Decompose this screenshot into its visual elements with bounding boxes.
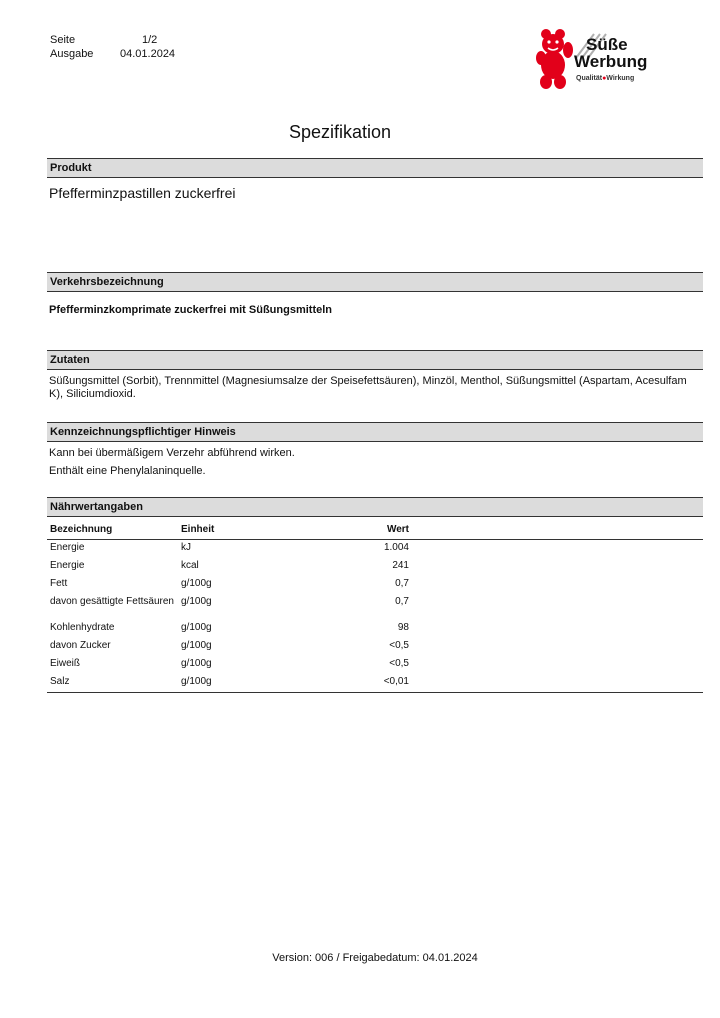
row-value: <0,01 [284,674,412,693]
hinweis-heading: Kennzeichnungspflichtiger Hinweis [47,422,703,442]
table-row [47,540,703,559]
page-title: Spezifikation [288,122,392,142]
section-verkehrsbezeichnung [47,272,703,317]
naehrwerte-heading: Nährwertangaben [47,497,703,517]
version-footer: Version: 006 / Freigabedatum: 04.01.2024 [272,952,478,964]
brand-logo [536,28,656,94]
table-row [47,638,703,656]
row-unit: kcal [181,560,199,571]
row-value: 241 [392,560,409,571]
row-name: Energie [50,560,85,571]
row-unit: g/100g [181,578,212,589]
document-meta [50,33,175,61]
table-row [47,558,703,576]
page-label: Seite [50,34,76,46]
logo-text-line1: Süße [586,35,628,54]
row-name: davon gesättigte Fettsäuren [50,596,174,607]
nutrition-table [47,520,703,693]
row-value: 98 [397,622,409,633]
zutaten-value: Süßungsmittel (Sorbit), Trennmittel (Magnesiumsalze der Speisefettsäuren), Minzöl, Menthol, Süßungsmittel (Aspartam, Acesulfam K), Siliciumdioxid. [49,375,687,400]
column-header-bezeichnung: Bezeichnung [47,520,178,540]
table-row [47,594,703,620]
issue-value: 04.01.2024 [120,48,176,60]
row-name: Energie [50,542,85,553]
column-header-einheit: Einheit [178,520,284,540]
section-hinweis [47,422,703,478]
table-row [47,620,703,638]
logo-text-line2: Werbung [574,52,648,71]
row-unit: kJ [181,542,191,553]
section-zutaten [47,350,703,401]
row-unit: g/100g [178,674,284,693]
page-value: 1/2 [142,34,158,46]
logo-tagline: Qualität●Wirkung [576,75,635,82]
row-value: <0,5 [389,658,409,669]
row-name: davon Zucker [50,640,111,651]
zutaten-heading: Zutaten [47,350,703,370]
table-row [47,656,703,674]
row-value: 1.004 [383,542,409,553]
produkt-heading: Produkt [47,158,703,178]
issue-label: Ausgabe [50,48,94,60]
row-unit: g/100g [181,622,212,633]
table-header-row [47,520,703,540]
row-name: Salz [47,674,178,693]
hinweis-line2: Enthält eine Phenylalaninquelle. [49,465,206,477]
section-naehrwerte [47,497,703,517]
table-row [47,674,703,693]
row-value: <0,5 [389,640,409,651]
row-value: 0,7 [395,578,409,589]
row-unit: g/100g [181,658,212,669]
row-value: 0,7 [395,596,409,607]
row-unit: g/100g [181,640,212,651]
section-produkt [47,158,703,201]
row-unit: g/100g [181,596,212,607]
verkehrsbezeichnung-heading: Verkehrsbezeichnung [47,272,703,292]
column-header-wert: Wert [284,520,412,540]
verkehrsbezeichnung-value: Pfefferminzkomprimate zuckerfrei mit Süßungsmitteln [49,304,332,316]
row-name: Fett [50,578,68,589]
row-name: Eiweiß [50,658,81,669]
table-row [47,576,703,594]
hinweis-line1: Kann bei übermäßigem Verzehr abführend wirken. [49,447,295,459]
row-name: Kohlenhydrate [50,622,115,633]
produkt-value: Pfefferminzpastillen zuckerfrei [49,185,236,201]
